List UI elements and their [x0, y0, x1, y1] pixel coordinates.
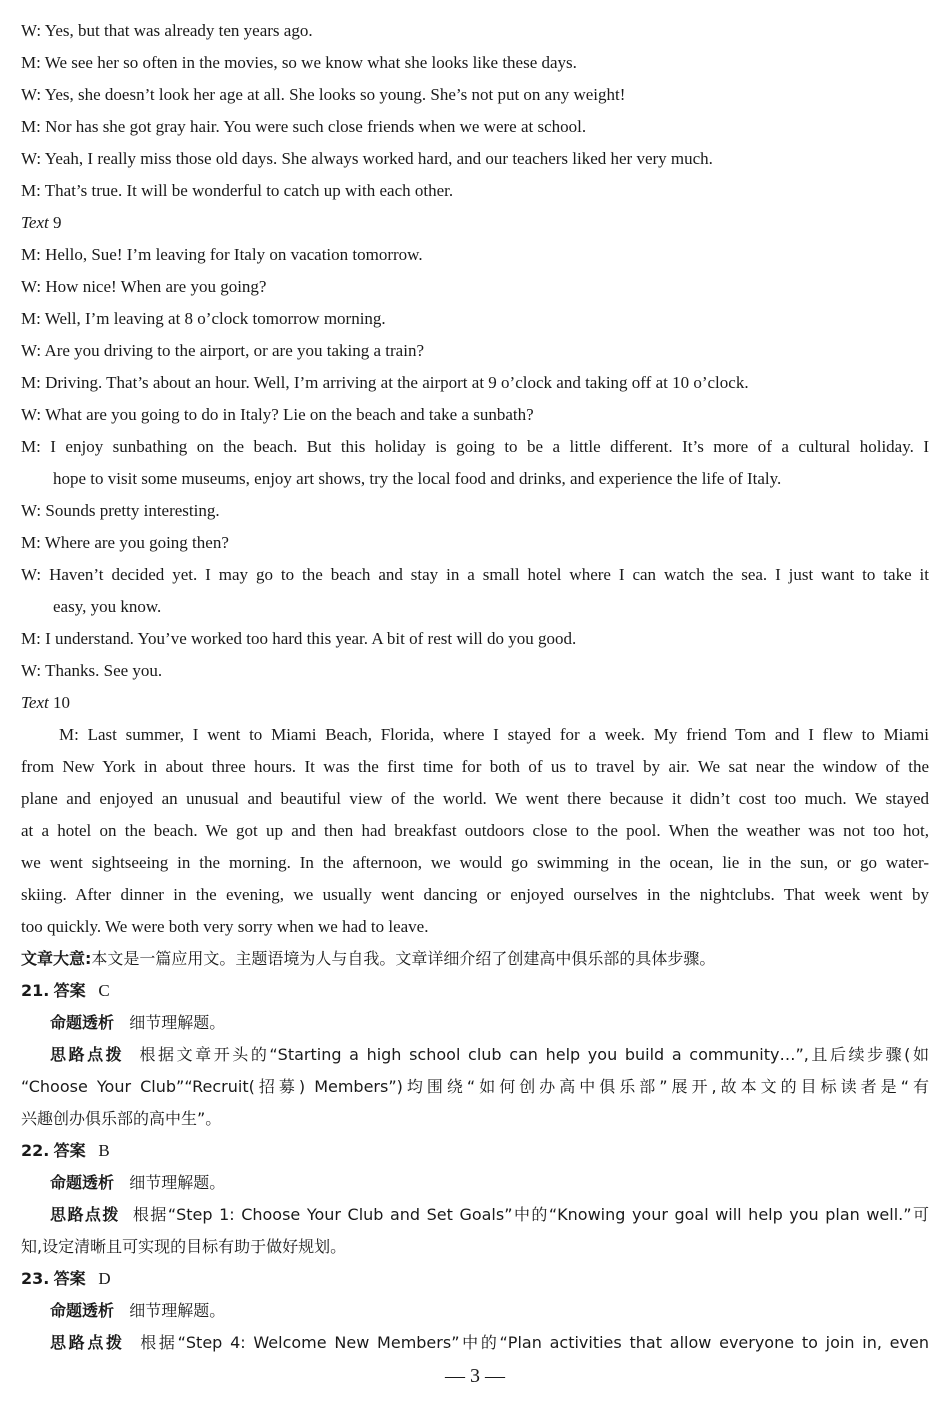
reason-line: “Choose Your Club”“Recruit(招募) Members”)均围绕“如何创办高中俱乐部”展开,故本文的目标读者是“有	[21, 1077, 929, 1096]
reason-row	[50, 1327, 929, 1359]
reason-text: 根据文章开头的“Starting a high school club can help you build a community…”,且后续步骤(如	[139, 1045, 929, 1064]
dialogue-line: M: Nor has she got gray hair. You were such close friends when we were at school.	[21, 117, 587, 136]
dialogue-line: W: How nice! When are you going?	[21, 277, 267, 296]
dialogue-line-continued: hope to visit some museums, enjoy art shows, try the local food and drinks, and experience the life of Italy.	[53, 469, 782, 488]
reason-label: 思路点拨	[50, 1205, 120, 1224]
answer-value: B	[98, 1141, 110, 1160]
dialogue-line: W: Are you driving to the airport, or are you taking a train?	[21, 341, 424, 360]
dialogue-line: W: Sounds pretty interesting.	[21, 501, 220, 520]
paragraph-line: we went sightseeing in the morning. In the afternoon, we would go swimming in the ocean, lie in the sun, or go water-	[21, 853, 929, 872]
question-number: 21.	[21, 981, 50, 1000]
paragraph-line: M: Last summer, I went to Miami Beach, Florida, where I stayed for a week. My friend Tom and I flew to Miami	[59, 725, 929, 744]
reason-label: 思路点拨	[50, 1333, 125, 1352]
paragraph-line: plane and enjoyed an unusual and beautiful view of the world. We went there because it didn’t cost too much. We stayed	[21, 789, 929, 808]
type-label: 命题透析	[50, 1301, 115, 1320]
dialogue-line: W: Yeah, I really miss those old days. She always worked hard, and our teachers liked her very much.	[21, 149, 713, 168]
analysis-row	[50, 1167, 929, 1199]
analysis-row	[50, 1007, 929, 1039]
dialogue-line: W: What are you going to do in Italy? Lie on the beach and take a sunbath?	[21, 405, 534, 424]
dialogue-line: M: Driving. That’s about an hour. Well, I’m arriving at the airport at 9 o’clock and taking off at 10 o’clock.	[21, 373, 749, 392]
type-label: 命题透析	[50, 1173, 115, 1192]
reason-text: 根据“Step 1: Choose Your Club and Set Goals”中的“Knowing your goal will help you plan well.”可	[132, 1205, 929, 1224]
paragraph-line: from New York in about three hours. It was the first time for both of us to travel by air. We sat near the window of the	[21, 757, 929, 776]
type-text: 细节理解题。	[129, 1173, 226, 1192]
reason-row	[50, 1199, 929, 1231]
answer-row	[21, 975, 929, 1007]
dialogue-line: M: We see her so often in the movies, so we know what she looks like these days.	[21, 53, 577, 72]
type-text: 细节理解题。	[129, 1301, 226, 1320]
analysis-row	[50, 1295, 929, 1327]
heading-number: 10	[52, 693, 70, 712]
text10-heading	[21, 687, 929, 719]
answer-value: C	[98, 981, 110, 1000]
dialogue-line: M: Well, I’m leaving at 8 o’clock tomorrow morning.	[21, 309, 386, 328]
dialogue-line: W: Yes, she doesn’t look her age at all. She looks so young. She’s not put on any weight!	[21, 85, 626, 104]
page-number: — 3 —	[445, 1365, 505, 1387]
reason-line: 兴趣创办俱乐部的高中生”。	[21, 1109, 222, 1128]
answer-value: D	[98, 1269, 111, 1288]
reason-label: 思路点拨	[50, 1045, 125, 1064]
summary-text: 本文是一篇应用文。主题语境为人与自我。文章详细介绍了创建高中俱乐部的具体步骤。	[91, 949, 716, 968]
answer-label: 答案	[53, 1141, 86, 1160]
reason-row	[50, 1039, 929, 1071]
reason-text: 根据“Step 4: Welcome New Members”中的“Plan activities that allow everyone to join in, even	[140, 1333, 929, 1352]
dialogue-line: M: I enjoy sunbathing on the beach. But this holiday is going to be a little different. It’s more of a cultural holiday. I	[21, 437, 929, 456]
dialogue-line: W: Haven’t decided yet. I may go to the beach and stay in a small hotel where I can watch the sea. I just want to take it	[21, 565, 929, 584]
heading-label: Text	[21, 213, 49, 232]
dialogue-line: M: Hello, Sue! I’m leaving for Italy on vacation tomorrow.	[21, 245, 423, 264]
type-text: 细节理解题。	[129, 1013, 226, 1032]
type-label: 命题透析	[50, 1013, 115, 1032]
answer-label: 答案	[53, 981, 86, 1000]
heading-label: Text	[21, 693, 49, 712]
summary-label: 文章大意:	[21, 949, 92, 968]
reason-line: 知,设定清晰且可实现的目标有助于做好规划。	[21, 1237, 347, 1256]
paragraph-line: at a hotel on the beach. We got up and then had breakfast outdoors close to the pool. When the weather was not too hot,	[21, 821, 929, 840]
text9-heading	[21, 207, 929, 239]
answer-row	[21, 1135, 929, 1167]
heading-number: 9	[52, 213, 62, 232]
dialogue-line: M: I understand. You’ve worked too hard this year. A bit of rest will do you good.	[21, 629, 577, 648]
dialogue-line: W: Yes, but that was already ten years ago.	[21, 21, 313, 40]
summary-line	[21, 943, 929, 975]
dialogue-line: M: That’s true. It will be wonderful to catch up with each other.	[21, 181, 454, 200]
paragraph-line: skiing. After dinner in the evening, we usually went dancing or enjoyed ourselves in the nightclubs. That week went by	[21, 885, 929, 904]
dialogue-line: W: Thanks. See you.	[21, 661, 163, 680]
dialogue-line-continued: easy, you know.	[53, 597, 162, 616]
dialogue-line: M: Where are you going then?	[21, 533, 229, 552]
question-number: 22.	[21, 1141, 50, 1160]
answer-label: 答案	[53, 1269, 86, 1288]
answer-row	[21, 1263, 929, 1295]
question-number: 23.	[21, 1269, 50, 1288]
paragraph-line: too quickly. We were both very sorry when we had to leave.	[21, 917, 429, 936]
